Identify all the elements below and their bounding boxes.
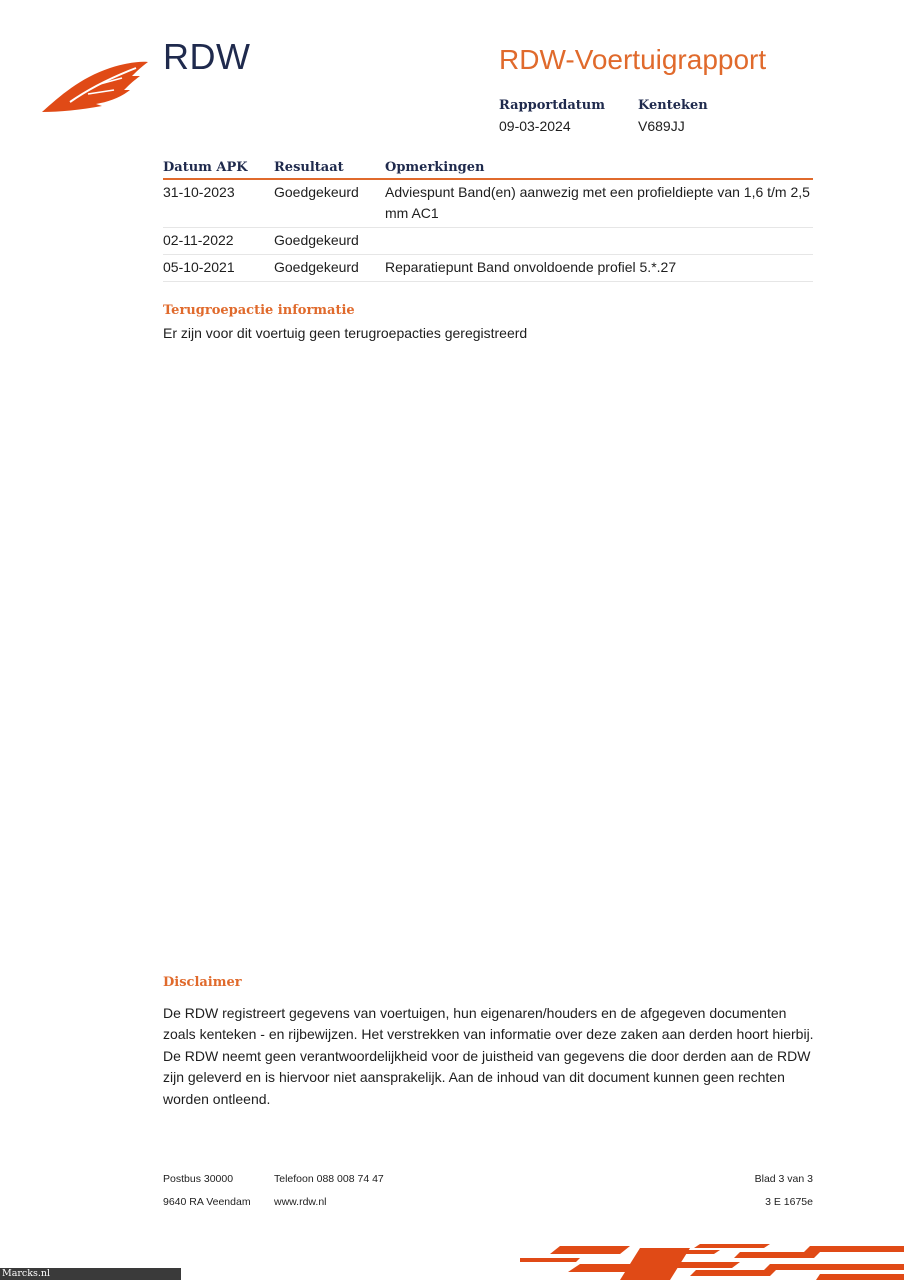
table-row (163, 255, 813, 282)
apk-result: Goedgekeurd (274, 228, 385, 255)
plate-value: V689JJ (638, 118, 685, 134)
table-row (163, 228, 813, 255)
apk-date: 31-10-2023 (163, 179, 274, 228)
footer-doc-code: 3 E 1675e (765, 1196, 813, 1208)
apk-result: Goedgekeurd (274, 255, 385, 282)
plate-label: Kenteken (638, 98, 708, 113)
rdw-logo-text: RDW (163, 36, 251, 77)
column-header-result: Resultaat (274, 159, 385, 179)
watermark-label: Marcks.nl (0, 1268, 181, 1280)
apk-remark (385, 228, 813, 255)
apk-date: 05-10-2021 (163, 255, 274, 282)
recall-heading: Terugroepactie informatie (163, 303, 355, 318)
footer-website: www.rdw.nl (274, 1196, 327, 1208)
column-header-remarks: Opmerkingen (385, 159, 813, 179)
footer-page-number: Blad 3 van 3 (754, 1173, 813, 1185)
rdw-stripes-icon (520, 1238, 904, 1280)
apk-history-table (163, 159, 813, 282)
footer-po-box: Postbus 30000 (163, 1173, 234, 1185)
disclaimer-heading: Disclaimer (163, 975, 242, 990)
apk-remark: Reparatiepunt Band onvoldoende profiel 5.*.27 (385, 255, 813, 282)
apk-remark: Adviespunt Band(en) aanwezig met een profieldiepte van 1,6 t/m 2,5 mm AC1 (385, 179, 813, 228)
recall-text: Er zijn voor dit voertuig geen terugroepacties geregistreerd (163, 325, 528, 341)
apk-result: Goedgekeurd (274, 179, 385, 228)
footer-postal-city: 9640 RA Veendam (163, 1196, 251, 1208)
report-date-value: 09-03-2024 (499, 118, 571, 134)
footer-phone: Telefoon 088 008 74 47 (274, 1173, 384, 1185)
column-header-date: Datum APK (163, 159, 274, 179)
rdw-feather-icon (40, 58, 150, 114)
table-row (163, 179, 813, 228)
report-title: RDW-Voertuigrapport (499, 44, 767, 75)
apk-date: 02-11-2022 (163, 228, 274, 255)
report-date-label: Rapportdatum (499, 98, 605, 113)
table-header-row (163, 159, 813, 179)
disclaimer-text: De RDW registreert gegevens van voertuigen, hun eigenaren/houders en de afgegeven documenten zoals kenteken - en rijbewijzen. Het verstrekken van informatie over deze zaken aan derden hoort hierbij. De RDW neemt geen verantwoordelijkheid voor de juistheid van gegevens die door derden aan de RDW zijn geleverd en is hiervoor niet aansprakelijk. Aan de inhoud van dit document kunnen geen rechten worden ontleend. (163, 1005, 814, 1107)
